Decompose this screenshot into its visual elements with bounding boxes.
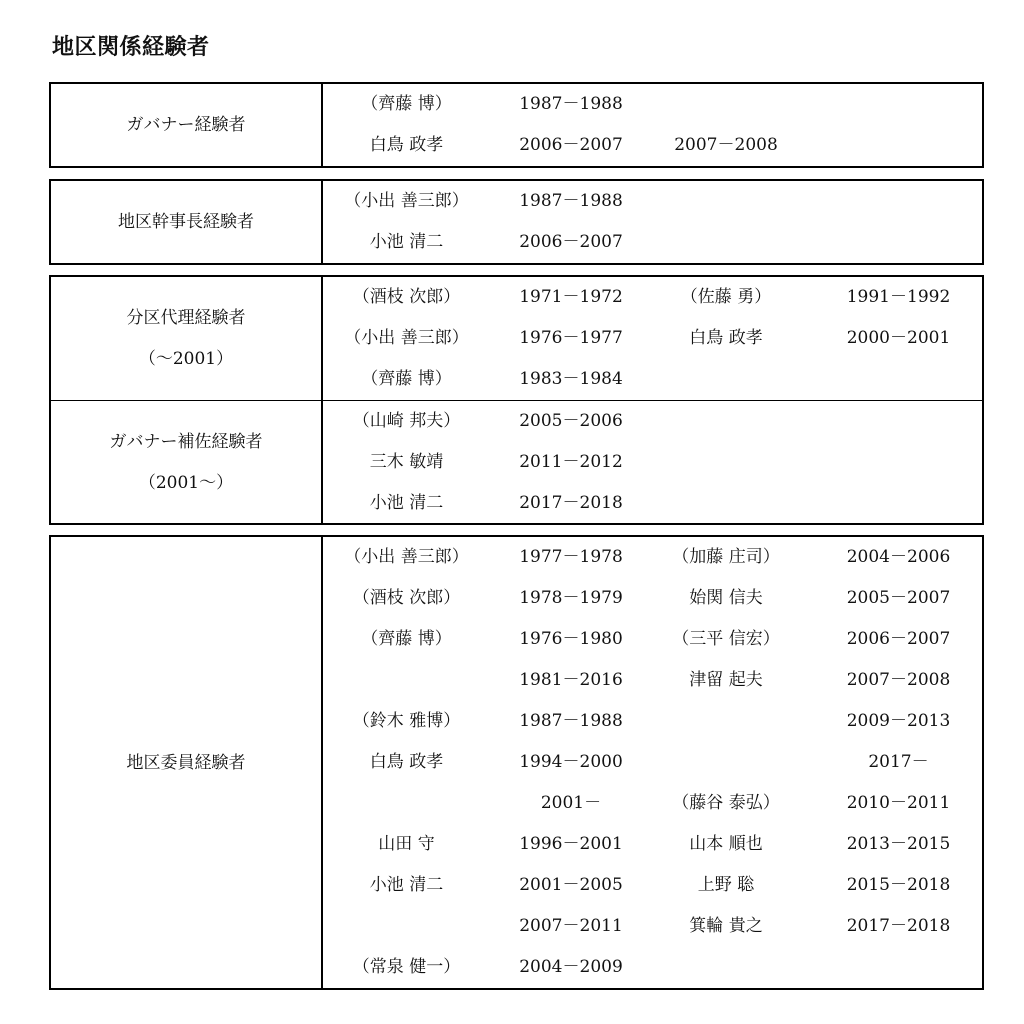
section-label-text: 分区代理経験者 <box>126 308 246 328</box>
table-block <box>49 82 984 168</box>
term-years: 1994－2000 <box>519 752 623 772</box>
person-name: 白鳥 政孝 <box>369 752 444 772</box>
section-label <box>51 181 323 263</box>
section-label <box>51 84 323 166</box>
person-name: 小池 清二 <box>369 232 444 252</box>
term-years: 2007－2011 <box>519 916 623 936</box>
term-years: 1987－1988 <box>519 191 623 211</box>
page-title: 地区関係経験者 <box>52 35 210 60</box>
term-years-2: 2006－2007 <box>846 629 951 649</box>
term-years-2: 2017－ <box>868 752 929 772</box>
person-name-2: 始関 信夫 <box>689 588 763 608</box>
term-years: 2004－2009 <box>519 957 623 977</box>
person-name-2: （藤谷 泰弘） <box>672 793 780 813</box>
section-label-text: （2001～） <box>138 473 234 493</box>
person-name-2: 山本 順也 <box>689 834 763 854</box>
person-name-2: 2007－2008 <box>674 135 778 155</box>
term-years-2: 2009－2013 <box>846 711 951 731</box>
term-years: 2011－2012 <box>519 452 623 472</box>
person-name: （常泉 健一） <box>352 957 461 977</box>
term-years-2: 2017－2018 <box>846 916 951 936</box>
person-name: 小池 清二 <box>369 875 444 895</box>
person-name: （齊藤 博） <box>361 94 452 114</box>
term-years: 1976－1977 <box>519 328 623 348</box>
person-name: （山崎 邦夫） <box>352 411 461 431</box>
term-years: 1981－2016 <box>519 670 623 690</box>
term-years-2: 2015－2018 <box>846 875 951 895</box>
person-name: （齊藤 博） <box>361 369 452 389</box>
term-years: 2001－ <box>540 793 602 813</box>
person-name: （小出 善三郎） <box>344 328 469 348</box>
term-years: 1987－1988 <box>519 711 623 731</box>
person-name: （小出 善三郎） <box>344 547 469 567</box>
term-years: 1977－1978 <box>519 547 623 567</box>
term-years: 1978－1979 <box>519 588 623 608</box>
section-label <box>51 277 323 400</box>
section-label-text: 地区委員経験者 <box>126 752 246 773</box>
person-name-2: 津留 起夫 <box>689 670 763 690</box>
person-name-2: 箕輪 貴之 <box>689 916 763 936</box>
term-years-2: 2004－2006 <box>846 547 951 567</box>
table-section <box>51 400 982 524</box>
person-name: 山田 守 <box>378 834 435 854</box>
term-years: 1996－2001 <box>519 834 623 854</box>
term-years: 2005－2006 <box>519 411 623 431</box>
person-name: （酒枝 次郎） <box>352 287 461 307</box>
person-name: （鈴木 雅博） <box>352 711 461 731</box>
term-years-2: 2013－2015 <box>846 834 951 854</box>
term-years: 1971－1972 <box>519 287 623 307</box>
person-name: （小出 善三郎） <box>344 191 469 211</box>
person-name-2: （三平 信宏） <box>672 629 780 649</box>
term-years: 2006－2007 <box>519 135 623 155</box>
term-years-2: 2005－2007 <box>846 588 951 608</box>
term-years: 2001－2005 <box>519 875 623 895</box>
person-name-2: （加藤 庄司） <box>672 547 780 567</box>
person-name-2: 上野 聡 <box>697 875 755 895</box>
person-name: 三木 敏靖 <box>369 452 444 472</box>
section-label-text: 地区幹事長経験者 <box>118 212 254 232</box>
term-years-2: 2000－2001 <box>846 328 951 348</box>
section-label <box>51 537 323 988</box>
section-label <box>51 401 323 524</box>
person-name-2: （佐藤 勇） <box>680 287 772 307</box>
section-label-text: （～2001） <box>138 349 234 369</box>
term-years-2: 1991－1992 <box>846 287 951 307</box>
table-block <box>49 179 984 265</box>
person-name: （酒枝 次郎） <box>352 588 461 608</box>
table-block <box>49 275 984 525</box>
table-section <box>51 84 982 166</box>
term-years: 1987－1988 <box>519 94 623 114</box>
section-label-text: ガバナー補佐経験者 <box>109 432 263 452</box>
person-name: 白鳥 政孝 <box>369 135 444 155</box>
table-block <box>49 535 984 990</box>
term-years: 2006－2007 <box>519 232 623 252</box>
person-name: 小池 清二 <box>369 493 444 513</box>
term-years-2: 2007－2008 <box>846 670 951 690</box>
table-section <box>51 537 982 988</box>
person-name-2: 白鳥 政孝 <box>689 328 763 348</box>
term-years-2: 2010－2011 <box>846 793 951 813</box>
person-name: （齊藤 博） <box>361 629 452 649</box>
term-years: 1983－1984 <box>519 369 623 389</box>
term-years: 1976－1980 <box>519 629 623 649</box>
table-section <box>51 181 982 263</box>
term-years: 2017－2018 <box>519 493 623 513</box>
table-section <box>51 277 982 400</box>
section-label-text: ガバナー経験者 <box>126 115 246 135</box>
